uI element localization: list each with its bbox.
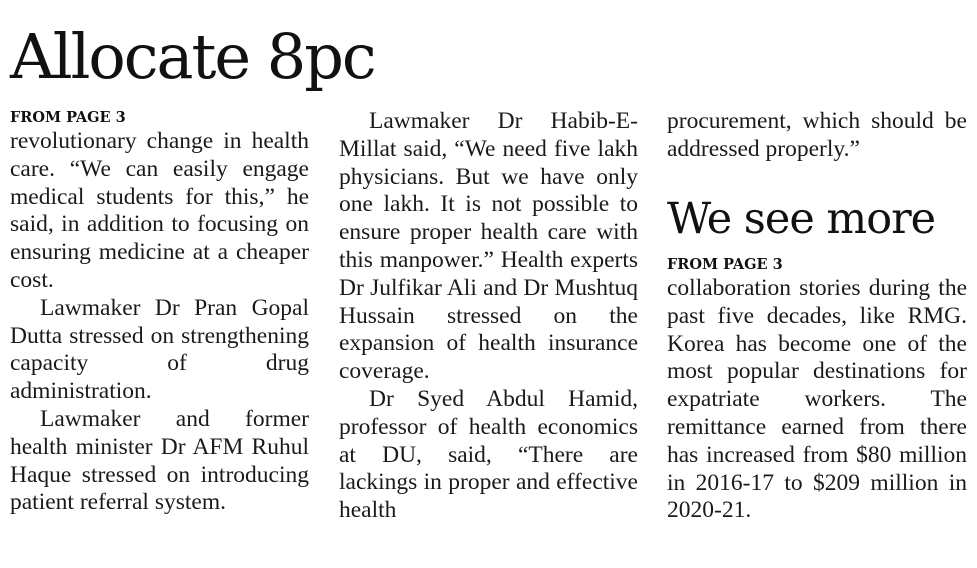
paragraph: Lawmaker Dr Habib-E-Millat said, “We need five lakh physicians. But we have only one lakh. It is not possible to ensure proper health care with this manpower.” Health experts Dr Julfikar Ali and Dr Mushtuq Hussain stressed on the expansion of health insurance coverage. (339, 108, 638, 385)
paragraph: Dr Syed Abdul Hamid, professor of health economics at DU, said, “There are lackings in proper and effective health (339, 385, 638, 524)
article-column-2 (339, 108, 638, 525)
paragraph: collaboration stories during the past five decades, like RMG. Korea has become one of the most popular destinations for expatriate workers. The remittance earned from there has increased from $80 million in 2016-17 to $209 million in 2020-21. (667, 275, 967, 524)
paragraph: procurement, which should be addressed properly.” (667, 108, 967, 162)
paragraph: Lawmaker Dr Pran Gopal Dutta stressed on strengthening capacity of drug administration. (10, 294, 309, 405)
article-headline: Allocate 8pc (10, 20, 375, 93)
paragraph: revolutionary change in health care. “We can easily engage medical students for this,” he said, in addition to focusing on ensuring medicine at a cheaper cost. (10, 128, 309, 293)
paragraph: Lawmaker and former health minister Dr AFM Ruhul Haque stressed on introducing patient referral system. (10, 405, 309, 516)
second-article-column (667, 255, 967, 525)
second-article-headline: We see more (667, 194, 936, 244)
article-column-3 (667, 108, 967, 164)
continued-from-label: FROM PAGE 3 (10, 109, 126, 126)
continued-from-label: FROM PAGE 3 (667, 256, 783, 273)
article-column-1 (10, 108, 309, 517)
